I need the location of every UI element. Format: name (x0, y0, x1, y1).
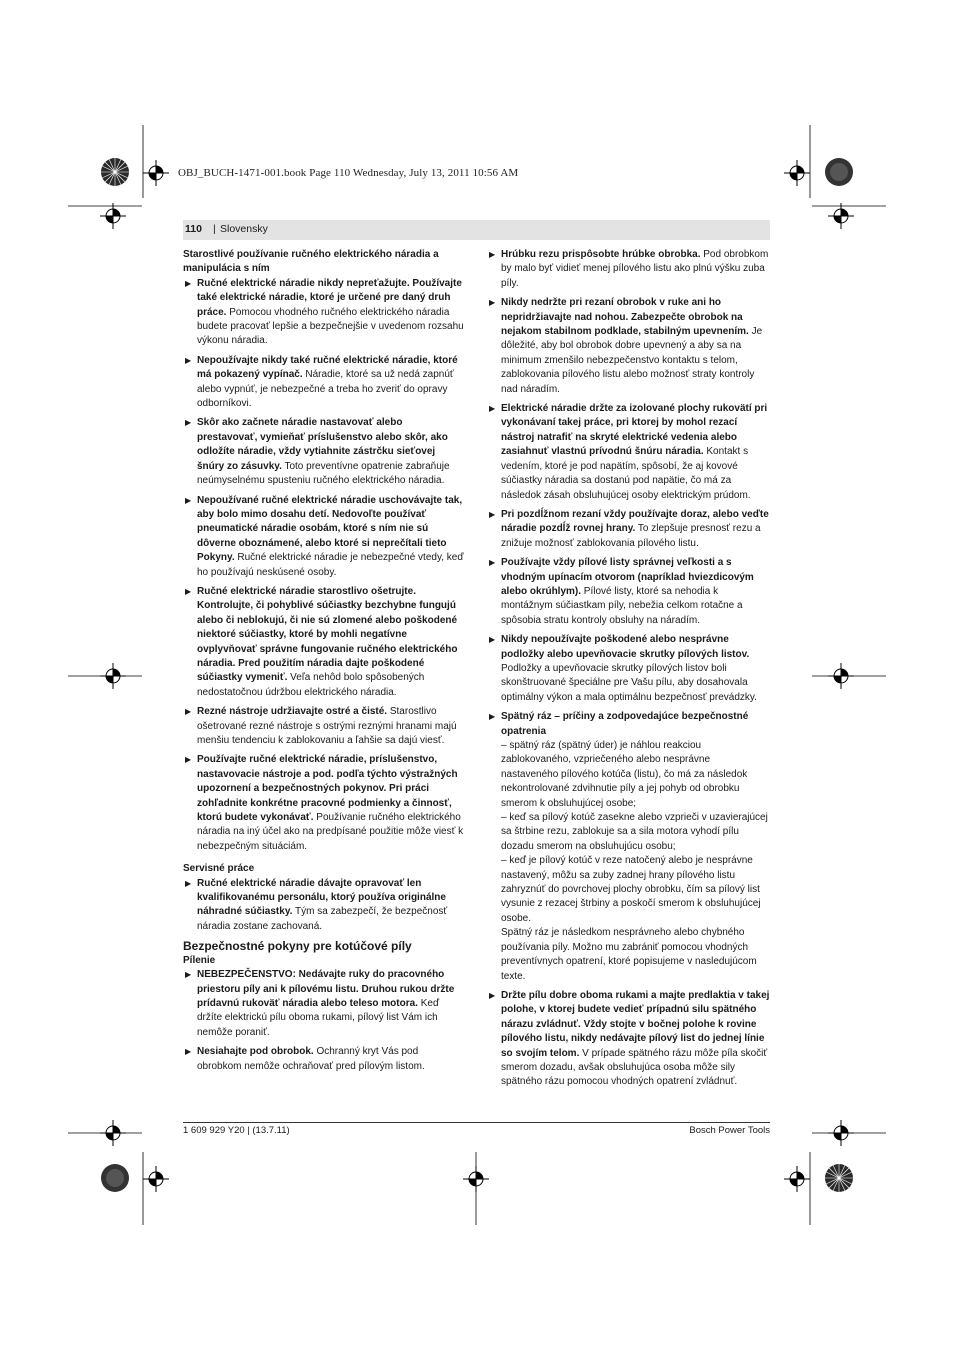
footer-brand: Bosch Power Tools (689, 1125, 770, 1136)
footer-rule (183, 1122, 770, 1123)
kickback-line: – spätný ráz (spätný úder) je náhlou reakciou zablokovaného, vzpriečeného alebo nesprávne nastaveného pílového kotúča (listu), čo má za následok nekontrolované zdvihnutie píly a jej pohyb od obrobku smerom k obsluhujúcej osobe; (501, 740, 748, 809)
registration-target-icon (784, 160, 810, 186)
item-text: Ručné elektrické náradie je nebezpečné vtedy, keď ho používajú neskúsené osoby. (197, 552, 464, 578)
kickback-line: Spätný ráz je následkom nesprávneho alebo chybného používania píly. Možno mu zabrániť pomocou vhodných preventívnych opatrení, ktoré popisujeme v nasledujúcom texte. (501, 927, 757, 982)
item-text: Kontakt s vedením, ktoré je pod napätím, spôsobí, že aj kovové súčiastky náradia sa dostanú pod napätie, čo má za následok zásah obsluhujúcej osoby elektrickým prúdom. (501, 446, 751, 501)
item-text: Ochranný kryt Vás pod obrobkom nemôže ochraňovať pred pílovým listom. (197, 1046, 425, 1072)
list-item (183, 354, 465, 412)
list-item (183, 1045, 465, 1074)
bullet-arrow-icon: ▶ (185, 586, 192, 596)
item-bold-text: Ručné elektrické náradie starostlivo ošetrujte. Kontrolujte, či pohyblivé súčiastky bezchybne fungujú alebo či neblokujú, či nie sú zlomené alebo poškodené niektoré súčiastky, ktoré by mohli negatívne ovplyvňovať správne fungovanie ručného elektrického náradia. Pred použitím náradia dajte poškodené súčiastky vymeniť. (197, 585, 458, 684)
list-item (183, 968, 465, 1040)
bullet-arrow-icon: ▶ (489, 712, 496, 722)
bullet-arrow-icon: ▶ (185, 418, 192, 428)
color-calibration-starburst-icon (100, 157, 130, 187)
item-bold-text: Nikdy nedržte pri rezaní obrobok v ruke ani ho nepridržiavajte nad nohou. Zabezpečte obrobok na nejakom stabilnom podklade, stabilným upevnením. (501, 297, 749, 338)
item-bold-text: Elektrické náradie držte za izolované plochy rukovätí pri vykonávaní takej práce, pri ktorej by mohol rezací nástroj natrafiť na skryté elektrické vedenia alebo zasiahnuť vlastnú prívodnú šnúru náradia. (501, 403, 768, 458)
item-text: Používanie ručného elektrického náradia na iný účel ako na predpísané použitie môže viesť k nebezpečným situáciám. (197, 812, 464, 852)
bullet-arrow-icon: ▶ (489, 990, 496, 1000)
item-bold-text: Ručné elektrické náradie dávajte opravovať len kvalifikovanému personálu, ktorý používa originálne náhradné súčiastky. (197, 877, 446, 918)
item-bold-text: NEBEZPEČENSTVO: Nedávajte ruky do pracovného priestoru píly ani k pílovému listu. Druhou rukou držte prídavnú rukoväť náradia alebo teleso motora. (197, 969, 455, 1009)
right-column (487, 248, 770, 1095)
bullet-arrow-icon: ▶ (185, 755, 192, 765)
list-item (183, 753, 465, 854)
left-column (183, 248, 465, 1079)
section-title-circular-saw: Bezpečnostné pokyny pre kotúčové píly (183, 939, 412, 954)
bullet-arrow-icon: ▶ (185, 278, 192, 288)
list-item (183, 585, 465, 700)
registration-target-icon (143, 160, 169, 186)
registration-target-icon (828, 203, 854, 229)
bullet-arrow-icon: ▶ (489, 558, 496, 568)
page-number: 110 (185, 223, 202, 235)
print-slug: OBJ_BUCH-1471-001.book Page 110 Wednesday, July 13, 2011 10:56 AM (178, 167, 519, 179)
registration-target-icon (100, 1120, 126, 1146)
bullet-arrow-icon: ▶ (185, 355, 192, 365)
footer-doc-number: 1 609 929 Y20 | (13.7.11) (183, 1125, 290, 1136)
list-item (183, 277, 465, 349)
item-text: Náradie, ktoré sa už nedá zapnúť alebo vypnúť, je nebezpečné a treba ho zveriť do opravy odborníkovi. (197, 369, 454, 410)
bullet-arrow-icon: ▶ (489, 509, 496, 519)
color-calibration-starburst-icon (100, 1163, 130, 1193)
item-text: Pílové listy, ktoré sa nehodia k montážnym súčiastkam píly, nebežia celkom rotačne a spôsobia stratu kontroly obsluhy na náradím. (501, 585, 743, 626)
list-item (487, 296, 770, 397)
color-calibration-starburst-icon (824, 1163, 854, 1193)
item-bold-text: Hrúbku rezu prispôsobte hrúbke obrobka. (501, 249, 701, 260)
item-bold-text: Nepoužívajte nikdy také ručné elektrické náradie, ktoré má pokazený vypínač. (197, 354, 458, 381)
bullet-arrow-icon: ▶ (185, 878, 192, 888)
item-text: Keď držíte elektrickú pílu oboma rukami, pílový list Vám ich nemôže poraniť. (197, 997, 440, 1038)
section-heading-service: Servisné práce (183, 863, 255, 875)
bullet-arrow-icon: ▶ (185, 707, 192, 717)
list-item (487, 556, 770, 628)
bullet-arrow-icon: ▶ (489, 298, 496, 308)
item-bold-text: Nikdy nepoužívajte poškodené alebo nesprávne podložky alebo upevňovacie skrutky pílových listov. (501, 634, 750, 660)
header-separator: | (213, 223, 216, 235)
list-item (487, 989, 770, 1090)
registration-target-icon (463, 1166, 489, 1192)
item-text: Veľa nehôd bolo spôsobených nedostatočnou údržbou elektrického náradia. (197, 672, 425, 698)
list-item (487, 508, 770, 551)
kickback-heading: Spätný ráz – príčiny a zodpovedajúce bezpečnostné opatrenia (501, 711, 749, 737)
bullet-arrow-icon: ▶ (185, 495, 192, 505)
items-sawing (183, 968, 465, 1074)
item-bold-text: Používajte ručné elektrické náradie, príslušenstvo, nastavovacie nástroje a pod. podľa týchto výstražných upozornení a bezpečnostných pokynov. Pri práci zohľadnite konkrétne pracovné podmienky a činnosť, ktorú budete vykonávať. (197, 754, 458, 824)
list-item (183, 705, 465, 748)
item-text: Starostlivo ošetrované rezné nástroje s ostrými reznými hranami majú menšiu tendenciu k zablokovaniu a ľahšie sa dajú viesť. (197, 706, 457, 746)
item-text: Podložky a upevňovacie skrutky pílových listov boli skonštruované špeciálne pre Vašu pílu, aby dosahovala optimálny výkon a mala optimálnu bezpečnosť prevádzky. (501, 662, 757, 703)
item-text: To zlepšuje presnosť rezu a znižuje možnosť zablokovania pílového listu. (501, 523, 761, 549)
bullet-arrow-icon: ▶ (489, 635, 496, 645)
bullet-arrow-icon: ▶ (489, 250, 496, 259)
kickback-line: – keď je pílový kotúč v reze natočený alebo je nesprávne nastavený, môžu sa zuby zadnej hrany pílového listu zahryznúť do povrchovej plochy obrobku, čím sa pílový list vysunie z rezacej štrbiny a poskočí smerom k obsluhujúcej osobe. (501, 855, 761, 924)
item-text: Je dôležité, aby bol obrobok dobre upevnený a aby sa na minimum zmenšilo nebezpečenstvo kontaktu s telom, zablokovania pílového listu alebo možnosť straty kontroly nad náradím. (501, 326, 763, 395)
items-service (183, 877, 465, 935)
list-item (183, 494, 465, 580)
bullet-arrow-icon: ▶ (489, 404, 496, 414)
registration-target-icon (828, 1120, 854, 1146)
list-item (183, 877, 465, 935)
item-bold-text: Ručné elektrické náradie nikdy nepreťažujte. Používajte také elektrické náradie, ktoré je určené pre daný druh práce. (197, 277, 462, 318)
registration-target-icon (100, 203, 126, 229)
list-item (487, 633, 770, 705)
registration-target-icon (143, 1166, 169, 1192)
registration-target-icon (100, 663, 126, 689)
list-item (487, 248, 770, 291)
bullet-arrow-icon: ▶ (185, 970, 192, 980)
item-bold-text: Nesiahajte pod obrobok. (197, 1046, 314, 1058)
item-bold-text: Držte pílu dobre oboma rukami a majte predlaktia v takej polohe, v ktorej budete vedieť prípadnú silu spätného nárazu zvládnuť. Vždy stojte v bočnej polohe k rovine pílového listu, nikdy nedávajte pílový list do jednej línie so svojím telom. (501, 989, 770, 1059)
item-text: V prípade spätného rázu môže píla skočiť smerom dozadu, avšak obsluhujúca osoba môže sily spätného rázu pomocou vhodných opatrení zvládnuť. (501, 1047, 768, 1088)
item-bold-text: Nepoužívané ručné elektrické náradie uschovávajte tak, aby bolo mimo dosahu detí. Nedovoľte používať pneumatické náradie osobám, ktoré s ním nie sú dôverne oboznámené, alebo ktoré si neprečítali tieto Pokyny. (197, 494, 463, 564)
kickback-item (487, 710, 770, 984)
item-bold-text: Používajte vždy pílové listy správnej veľkosti a s vhodným upínacím otvorom (napríklad hviezdicovým alebo okrúhlym). (501, 557, 754, 597)
item-bold-text: Pri pozdĺžnom rezaní vždy používajte doraz, alebo veďte náradie pozdĺž rovnej hrany. (501, 508, 769, 535)
color-calibration-starburst-icon (824, 157, 854, 187)
item-text: Pod obrobkom by malo byť vidieť menej pílového listu ako plnú výšku zuba píly. (501, 249, 769, 289)
section-heading-handling: Starostlivé používanie ručného elektrického náradia a manipulácia s ním (183, 249, 439, 275)
item-text: Tým sa zabezpečí, že bezpečnosť náradia zostane zachovaná. (197, 906, 448, 932)
kickback-line: – keď sa pílový kotúč zasekne alebo vzprieči v uzavierajúcej sa štrbine rezu, zablokuje sa a sila motora vyhodí pílu dozadu smerom na obsluhujúcu osobu; (501, 812, 768, 852)
list-item (183, 416, 465, 488)
item-bold-text: Rezné nástroje udržiavajte ostré a čisté. (197, 706, 388, 718)
item-text: Toto preventívne opatrenie zabraňuje neúmyselnému spusteniu ručného elektrického náradia. (197, 460, 450, 487)
items-handling (183, 277, 465, 854)
registration-target-icon (828, 663, 854, 689)
page-header (183, 220, 770, 240)
registration-target-icon (784, 1166, 810, 1192)
section-heading-sawing: Pílenie (183, 954, 216, 966)
bullet-arrow-icon: ▶ (185, 1047, 192, 1057)
header-language: Slovensky (220, 223, 268, 235)
list-item (487, 402, 770, 503)
item-text: Pomocou vhodného ručného elektrického náradia budete pracovať lepšie a bezpečnejšie v uvedenom rozsahu výkonu náradia. (197, 306, 464, 347)
items-sawing-continued (487, 248, 770, 705)
item-bold-text: Skôr ako začnete náradie nastavovať alebo prestavovať, vymieňať príslušenstvo alebo skôr, ako odložíte náradie, vždy vytiahnite zástrčku sieťovej šnúry zo zásuvky. (197, 417, 448, 472)
